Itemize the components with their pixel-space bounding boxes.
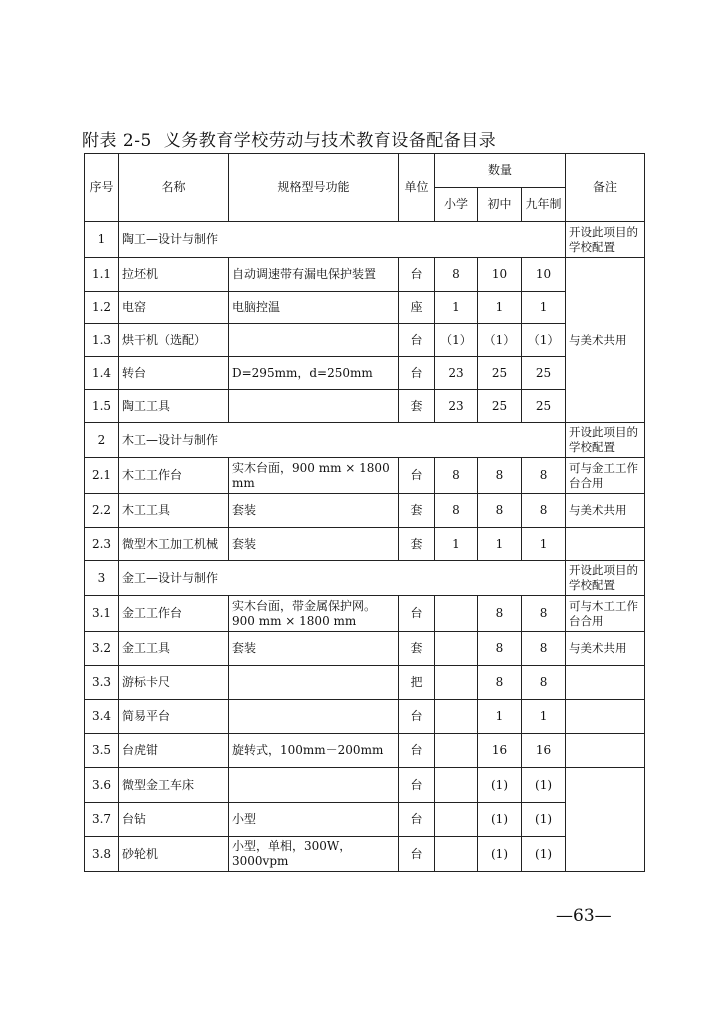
section-row — [85, 222, 645, 258]
qty-primary: 8 — [435, 458, 478, 494]
item-name: 陶工工具 — [119, 390, 229, 423]
section-note: 开设此项目的学校配置 — [566, 222, 645, 258]
qty-primary: （1） — [435, 324, 478, 357]
item-name: 烘干机（选配） — [119, 324, 229, 357]
table-row — [85, 324, 645, 357]
table-row — [85, 458, 645, 494]
table-row — [85, 666, 645, 700]
section-row — [85, 561, 645, 596]
item-name: 转台 — [119, 357, 229, 390]
header-primary: 小学 — [435, 188, 478, 222]
qty-nine: 1 — [522, 292, 566, 324]
item-spec: 自动调速带有漏电保护装置 — [229, 258, 399, 292]
section-note: 开设此项目的学校配置 — [566, 561, 645, 596]
item-no: 1.5 — [85, 390, 119, 423]
qty-primary — [435, 768, 478, 803]
item-spec: 套装 — [229, 528, 399, 561]
table-row — [85, 837, 645, 872]
qty-primary: 1 — [435, 292, 478, 324]
item-note: 可与木工工作台合用 — [566, 596, 645, 632]
qty-primary — [435, 700, 478, 734]
qty-primary — [435, 803, 478, 837]
table-row — [85, 803, 645, 837]
qty-junior: 8 — [478, 666, 522, 700]
item-name: 简易平台 — [119, 700, 229, 734]
header-nine: 九年制 — [522, 188, 566, 222]
table-row — [85, 357, 645, 390]
table-row — [85, 494, 645, 528]
qty-junior: 25 — [478, 357, 522, 390]
qty-nine: 25 — [522, 357, 566, 390]
item-note: 可与金工工作台合用 — [566, 458, 645, 494]
item-spec — [229, 324, 399, 357]
item-no: 3.1 — [85, 596, 119, 632]
qty-junior: 25 — [478, 390, 522, 423]
qty-nine: 1 — [522, 528, 566, 561]
qty-nine: 16 — [522, 734, 566, 768]
item-no: 1.2 — [85, 292, 119, 324]
item-note — [566, 528, 645, 561]
qty-nine: 8 — [522, 494, 566, 528]
item-no: 3.3 — [85, 666, 119, 700]
qty-nine: 8 — [522, 632, 566, 666]
qty-junior: （1） — [478, 324, 522, 357]
item-no: 1.3 — [85, 324, 119, 357]
item-spec: D=295mm，d=250mm — [229, 357, 399, 390]
qty-junior: (1) — [478, 803, 522, 837]
qty-primary — [435, 837, 478, 872]
qty-junior: 1 — [478, 700, 522, 734]
table-number: 附表 2-5 — [82, 131, 152, 151]
qty-nine: 8 — [522, 596, 566, 632]
shared-note: 与美术共用 — [566, 258, 645, 423]
item-unit: 套 — [399, 390, 435, 423]
table-row — [85, 632, 645, 666]
item-unit: 台 — [399, 734, 435, 768]
item-spec: 实木台面，带金属保护网。900 mm × 1800 mm — [229, 596, 399, 632]
header-note: 备注 — [566, 154, 645, 222]
item-name: 木工工具 — [119, 494, 229, 528]
qty-junior: 8 — [478, 632, 522, 666]
qty-nine: 25 — [522, 390, 566, 423]
item-no: 3.6 — [85, 768, 119, 803]
item-note — [566, 666, 645, 700]
qty-nine: (1) — [522, 768, 566, 803]
qty-junior: 16 — [478, 734, 522, 768]
item-note: 与美术共用 — [566, 494, 645, 528]
item-unit: 台 — [399, 458, 435, 494]
item-unit: 台 — [399, 768, 435, 803]
section-note: 开设此项目的学校配置 — [566, 423, 645, 458]
item-spec: 小型 — [229, 803, 399, 837]
item-spec — [229, 768, 399, 803]
item-unit: 台 — [399, 700, 435, 734]
item-name: 台钻 — [119, 803, 229, 837]
item-name: 台虎钳 — [119, 734, 229, 768]
item-name: 电窑 — [119, 292, 229, 324]
item-unit: 把 — [399, 666, 435, 700]
header-name: 名称 — [119, 154, 229, 222]
item-name: 金工工作台 — [119, 596, 229, 632]
qty-primary — [435, 734, 478, 768]
item-unit: 台 — [399, 324, 435, 357]
qty-primary — [435, 596, 478, 632]
item-spec: 旋转式，100mm－200mm — [229, 734, 399, 768]
qty-primary: 8 — [435, 258, 478, 292]
section-row — [85, 423, 645, 458]
qty-junior: (1) — [478, 837, 522, 872]
section-no: 1 — [85, 222, 119, 258]
item-name: 金工工具 — [119, 632, 229, 666]
item-name: 砂轮机 — [119, 837, 229, 872]
item-name: 微型金工车床 — [119, 768, 229, 803]
item-no: 1.1 — [85, 258, 119, 292]
item-no: 1.4 — [85, 357, 119, 390]
item-no: 2.2 — [85, 494, 119, 528]
table-row — [85, 734, 645, 768]
equipment-table — [84, 153, 645, 872]
qty-primary: 8 — [435, 494, 478, 528]
qty-junior: 1 — [478, 292, 522, 324]
item-spec — [229, 700, 399, 734]
item-unit: 套 — [399, 494, 435, 528]
qty-junior: (1) — [478, 768, 522, 803]
item-spec — [229, 390, 399, 423]
item-no: 3.7 — [85, 803, 119, 837]
qty-junior: 8 — [478, 458, 522, 494]
qty-primary: 23 — [435, 357, 478, 390]
qty-nine: 1 — [522, 700, 566, 734]
qty-junior: 10 — [478, 258, 522, 292]
section-name: 金工—设计与制作 — [119, 561, 566, 596]
qty-nine: 8 — [522, 666, 566, 700]
item-spec: 电脑控温 — [229, 292, 399, 324]
item-no: 3.4 — [85, 700, 119, 734]
item-note — [566, 768, 645, 872]
table-row — [85, 596, 645, 632]
item-name: 木工工作台 — [119, 458, 229, 494]
qty-primary: 23 — [435, 390, 478, 423]
item-no: 2.1 — [85, 458, 119, 494]
item-name: 微型木工加工机械 — [119, 528, 229, 561]
item-unit: 台 — [399, 837, 435, 872]
qty-junior: 1 — [478, 528, 522, 561]
item-spec: 套装 — [229, 632, 399, 666]
item-unit: 台 — [399, 258, 435, 292]
item-no: 3.5 — [85, 734, 119, 768]
qty-nine: (1) — [522, 837, 566, 872]
qty-nine: 10 — [522, 258, 566, 292]
qty-junior: 8 — [478, 494, 522, 528]
item-note: 与美术共用 — [566, 632, 645, 666]
item-name: 拉坯机 — [119, 258, 229, 292]
table-caption: 义务教育学校劳动与技术教育设备配备目录 — [163, 131, 497, 151]
item-note — [566, 734, 645, 768]
item-spec: 小型，单相，300W，3000vpm — [229, 837, 399, 872]
header-qty: 数量 — [435, 154, 566, 188]
header-no: 序号 — [85, 154, 119, 222]
item-spec: 套装 — [229, 494, 399, 528]
table-row — [85, 292, 645, 324]
table-row — [85, 390, 645, 423]
item-unit: 台 — [399, 803, 435, 837]
section-name: 陶工—设计与制作 — [119, 222, 566, 258]
header-unit: 单位 — [399, 154, 435, 222]
qty-nine: （1） — [522, 324, 566, 357]
table-row — [85, 768, 645, 803]
section-no: 3 — [85, 561, 119, 596]
qty-primary: 1 — [435, 528, 478, 561]
item-note — [566, 700, 645, 734]
header-junior: 初中 — [478, 188, 522, 222]
section-name: 木工—设计与制作 — [119, 423, 566, 458]
header-spec: 规格型号功能 — [229, 154, 399, 222]
item-name: 游标卡尺 — [119, 666, 229, 700]
item-unit: 座 — [399, 292, 435, 324]
qty-primary — [435, 666, 478, 700]
qty-nine: 8 — [522, 458, 566, 494]
qty-primary — [435, 632, 478, 666]
item-unit: 台 — [399, 357, 435, 390]
qty-junior: 8 — [478, 596, 522, 632]
item-unit: 套 — [399, 632, 435, 666]
qty-nine: (1) — [522, 803, 566, 837]
table-row — [85, 258, 645, 292]
item-no: 3.2 — [85, 632, 119, 666]
table-row — [85, 528, 645, 561]
item-spec — [229, 666, 399, 700]
item-spec: 实木台面，900 mm × 1800 mm — [229, 458, 399, 494]
item-unit: 套 — [399, 528, 435, 561]
item-no: 3.8 — [85, 837, 119, 872]
table-row — [85, 700, 645, 734]
table-title — [82, 126, 496, 151]
item-no: 2.3 — [85, 528, 119, 561]
page-number: —63— — [556, 906, 612, 926]
section-no: 2 — [85, 423, 119, 458]
item-unit: 台 — [399, 596, 435, 632]
